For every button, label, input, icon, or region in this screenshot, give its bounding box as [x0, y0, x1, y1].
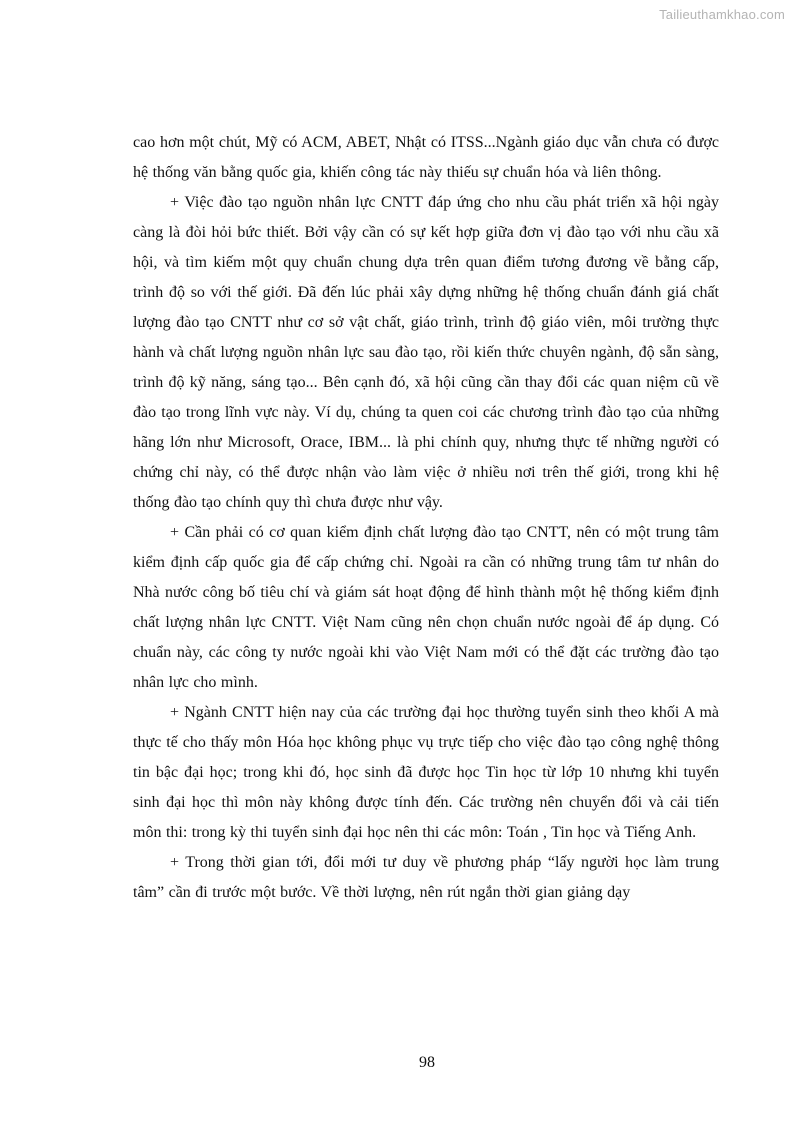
paragraph-training-needs: + Việc đào tạo nguồn nhân lực CNTT đáp ứng cho nhu cầu phát triển xã hội ngày càng là đòi hỏi bức thiết. Bởi vậy cần có sự kết hợp giữa đơn vị đào tạo với nhu cầu xã hội, và tìm kiếm một quy chuẩn chung dựa trên quan điểm tương đương về bằng cấp, trình độ so với thế giới. Đã đến lúc phải xây dựng những hệ thống chuẩn đánh giá chất lượng đào tạo CNTT như cơ sở vật chất, giáo trình, trình độ giáo viên, môi trường thực hành và chất lượng nguồn nhân lực sau đào tạo, rồi kiến thức chuyên ngành, độ sẵn sàng, trình độ kỹ năng, sáng tạo... Bên cạnh đó, xã hội cũng cần thay đổi các quan niệm cũ về đào tạo trong lĩnh vực này. Ví dụ, chúng ta quen coi các chương trình đào tạo của những hãng lớn như Microsoft, Orace, IBM... là phi chính quy, nhưng thực tế những người có chứng chỉ này, có thể được nhận vào làm việc ở nhiều nơi trên thế giới, trong khi hệ thống đào tạo chính quy thì chưa được như vậy.	[133, 194, 719, 511]
paragraph-continuation: cao hơn một chút, Mỹ có ACM, ABET, Nhật có ITSS...Ngành giáo dục vẫn chưa có được hệ thống văn bằng quốc gia, khiến công tác này thiếu sự chuẩn hóa và liên thông.	[133, 134, 719, 181]
page-body	[133, 128, 719, 908]
paragraph-admission-subjects: + Ngành CNTT hiện nay của các trường đại học thường tuyển sinh theo khối A mà thực tế cho thấy môn Hóa học không phục vụ trực tiếp cho việc đào tạo công nghệ thông tin bậc đại học; trong khi đó, học sinh đã được học Tin học từ lớp 10 nhưng khi tuyển sinh đại học thì môn này không được tính đến. Các trường nên chuyển đổi và cải tiến môn thi: trong kỳ thi tuyển sinh đại học nên thi các môn: Toán , Tin học và Tiếng Anh.	[133, 704, 719, 841]
watermark: Tailieuthamkhao.com	[659, 7, 785, 22]
page-number: 98	[419, 1054, 435, 1071]
paragraph-quality-accreditation: + Cần phải có cơ quan kiểm định chất lượng đào tạo CNTT, nên có một trung tâm kiểm định cấp quốc gia để cấp chứng chỉ. Ngoài ra cần có những trung tâm tư nhân do Nhà nước công bố tiêu chí và giám sát hoạt động để hình thành một hệ thống kiểm định chất lượng nhân lực CNTT. Việt Nam cũng nên chọn chuẩn nước ngoài để áp dụng. Có chuẩn này, các công ty nước ngoài khi vào Việt Nam mới có thể đặt các trường đào tạo nhân lực cho mình.	[133, 524, 719, 691]
paragraph-teaching-method: + Trong thời gian tới, đổi mới tư duy về phương pháp “lấy người học làm trung tâm” cần đi trước một bước. Về thời lượng, nên rút ngắn thời gian giảng dạy	[133, 854, 719, 901]
